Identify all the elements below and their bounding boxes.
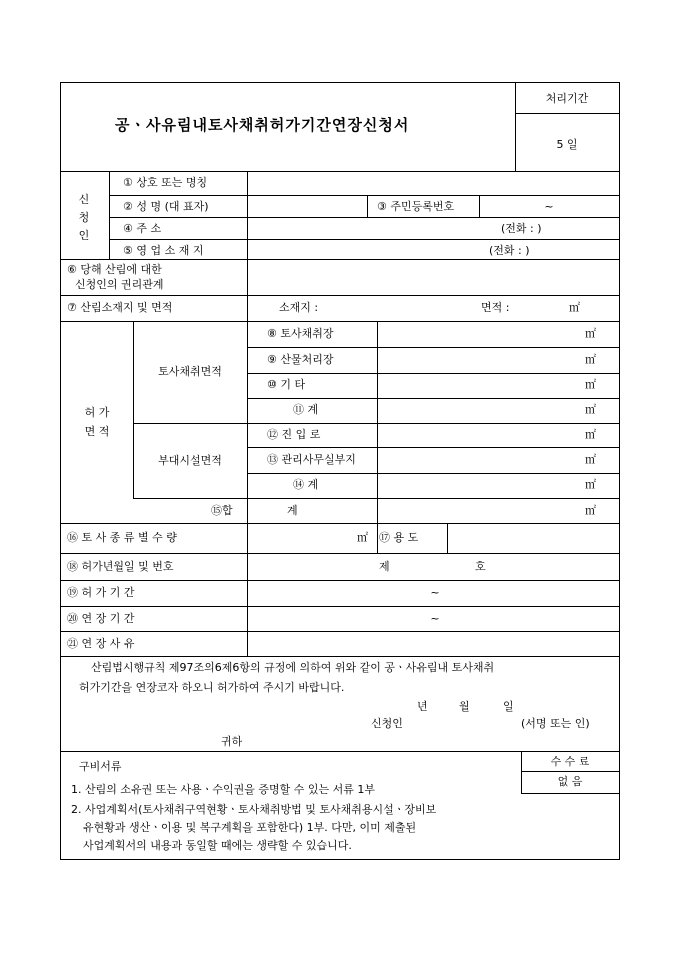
divider xyxy=(247,373,619,374)
resident-number-value: ~ xyxy=(544,200,554,213)
unit: ㎡ xyxy=(585,378,596,391)
divider xyxy=(61,553,619,554)
aux-row-road: ⑫ 진 입 로 xyxy=(267,428,321,441)
office-label: ⑤ 영 업 소 재 지 xyxy=(123,244,204,257)
extension-period-value: ~ xyxy=(430,612,440,625)
divider xyxy=(133,423,619,424)
divider xyxy=(109,195,619,196)
divider xyxy=(61,656,619,657)
permit-number-ho: 호 xyxy=(475,560,486,573)
divider xyxy=(247,523,248,656)
address-phone: (전화 : ) xyxy=(501,222,542,235)
divider xyxy=(521,771,619,772)
documents-item2-line3: 사업계획서의 내용과 동일할 때에는 생략할 수 있습니다. xyxy=(83,839,352,852)
rights-label-line1: ⑥ 당해 산림에 대한 xyxy=(67,263,162,276)
unit: ㎡ xyxy=(585,478,596,491)
divider xyxy=(61,259,619,260)
soil-row-other: ⑩ 기 타 xyxy=(267,378,306,391)
aux-area-label: 부대시설면적 xyxy=(158,454,222,467)
permit-number-je: 제 xyxy=(379,560,390,573)
permit-period-value: ~ xyxy=(430,586,440,599)
forest-location-label: ⑦ 산림소재지 및 면적 xyxy=(67,301,173,314)
soil-area-label: 토사채취면적 xyxy=(158,365,222,378)
divider xyxy=(61,606,619,607)
divider xyxy=(109,217,619,218)
applicant-label-2: 청 xyxy=(78,211,90,224)
addressee: 귀하 xyxy=(221,735,243,748)
fee-label: 수 수 료 xyxy=(550,755,590,768)
divider xyxy=(247,473,619,474)
divider xyxy=(515,83,516,171)
divider xyxy=(133,498,619,499)
processing-period-value: 5 일 xyxy=(556,138,578,151)
documents-title: 구비서류 xyxy=(79,760,122,773)
documents-item1: 1. 산림의 소유권 또는 사용ㆍ수익권을 증명할 수 있는 서류 1부 xyxy=(71,783,375,796)
unit: ㎡ xyxy=(585,428,596,441)
address-label: ④ 주 소 xyxy=(123,222,162,235)
divider xyxy=(61,580,619,581)
processing-period-label: 처리기간 xyxy=(545,92,589,105)
use-label: ⑰ 용 도 xyxy=(379,531,419,544)
permit-area-label-1: 허 가 xyxy=(84,406,110,419)
forest-area-unit: ㎡ xyxy=(569,301,580,314)
total-unit: ㎡ xyxy=(585,504,596,517)
extension-reason-label: ㉑ 연 장 사 유 xyxy=(67,637,135,650)
applicant-label-3: 인 xyxy=(78,229,90,242)
divider xyxy=(247,321,248,523)
unit: ㎡ xyxy=(585,353,596,366)
divider xyxy=(61,523,619,524)
divider xyxy=(61,631,619,632)
extension-period-label: ⑳ 연 장 기 간 xyxy=(67,612,135,625)
permit-date-label: ⑱ 허가년월일 및 번호 xyxy=(67,560,174,573)
unit: ㎡ xyxy=(585,403,596,416)
divider xyxy=(247,347,619,348)
resident-number-label: ③ 주민등록번호 xyxy=(377,200,455,213)
fee-value: 없 음 xyxy=(557,775,583,788)
applicant-label-1: 신 xyxy=(78,193,90,206)
divider xyxy=(61,321,619,322)
soil-row-quarry: ⑧ 토사채취장 xyxy=(267,327,334,340)
divider xyxy=(377,523,378,553)
date-month: 월 xyxy=(459,700,470,713)
forest-location-address-label: 소재지 : xyxy=(279,301,319,314)
unit: ㎡ xyxy=(585,327,596,340)
divider xyxy=(377,321,378,523)
soil-row-subtotal: ⑪ 계 xyxy=(293,403,319,416)
applicant-sign-label: 신청인 xyxy=(371,717,403,730)
divider xyxy=(521,751,522,793)
sign-or-seal-label: (서명 또는 인) xyxy=(521,717,590,730)
office-phone: (전화 : ) xyxy=(489,244,530,257)
application-form xyxy=(60,82,620,860)
statement-line2: 허가기간을 연장코자 하오니 허가하여 주시기 바랍니다. xyxy=(79,681,345,694)
documents-item2-line2: 유현황과 생산ㆍ이용 및 복구계획을 포함한다) 1부. 다만, 이미 제출된 xyxy=(83,821,417,834)
divider xyxy=(247,171,248,321)
divider xyxy=(247,447,619,448)
aux-row-office: ⑬ 관리사무실부지 xyxy=(267,453,356,466)
divider xyxy=(61,295,619,296)
statement-line1: 산림법시행규칙 제97조의6제6항의 규정에 의하여 위와 같이 공ㆍ사유림내 토사채취 xyxy=(91,661,495,674)
divider xyxy=(479,195,480,217)
business-name-label: ① 상호 또는 명칭 xyxy=(123,176,208,189)
date-day: 일 xyxy=(503,700,514,713)
total-label-a: ⑮합 xyxy=(211,504,233,517)
soil-quantity-unit: ㎡ xyxy=(357,531,368,544)
date-year: 년 xyxy=(417,700,428,713)
divider xyxy=(133,321,134,498)
divider xyxy=(61,171,619,172)
permit-area-label-2: 면 적 xyxy=(84,425,110,438)
permit-period-label: ⑲ 허 가 기 간 xyxy=(67,586,135,599)
forest-area-label: 면적 : xyxy=(481,301,510,314)
divider xyxy=(109,239,619,240)
divider xyxy=(515,113,619,114)
representative-name-label: ② 성 명 (대 표자) xyxy=(123,200,209,213)
rights-label-line2: 신청인의 권리관계 xyxy=(75,278,164,291)
soil-quantity-label: ⑯ 토 사 종 류 별 수 량 xyxy=(67,531,177,544)
divider xyxy=(521,793,619,794)
form-title: 공ㆍ사유림내토사채취허가기간연장신청서 xyxy=(115,116,410,134)
unit: ㎡ xyxy=(585,453,596,466)
divider xyxy=(109,171,110,259)
divider xyxy=(447,523,448,553)
divider xyxy=(367,195,368,217)
aux-row-subtotal: ⑭ 계 xyxy=(293,478,319,491)
total-label-b: 계 xyxy=(287,504,298,517)
documents-item2-line1: 2. 사업계획서(토사채취구역현황ㆍ토사채취방법 및 토사채취용시설ㆍ장비보 xyxy=(71,803,437,816)
divider xyxy=(247,398,619,399)
divider xyxy=(61,751,619,752)
soil-row-processing: ⑨ 산물처리장 xyxy=(267,353,334,366)
